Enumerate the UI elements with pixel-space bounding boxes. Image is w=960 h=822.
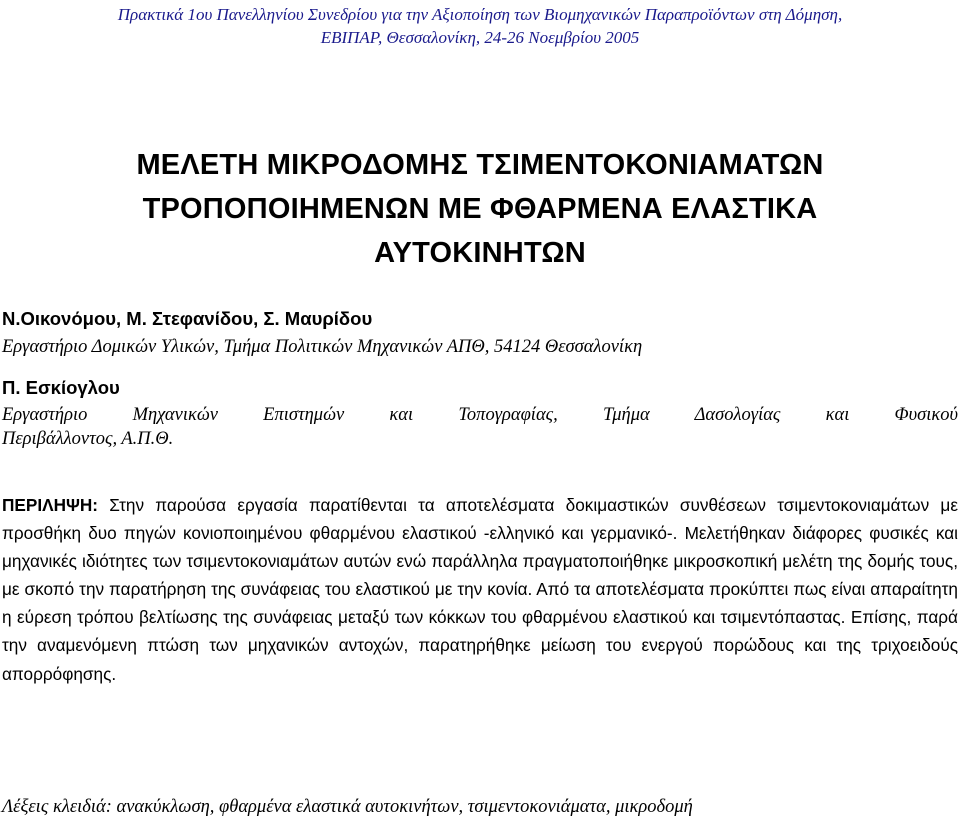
paper-title-line3: ΑΥΤΟΚΙΝΗΤΩΝ bbox=[374, 237, 586, 269]
abstract bbox=[2, 491, 958, 688]
paper-title-line2: ΤΡΟΠΟΠΟΙΗΜΕΝΩΝ ΜΕ ΦΘΑΡΜΕΝΑ ΕΛΑΣΤΙΚΑ bbox=[142, 193, 818, 225]
abstract-text: Στην παρούσα εργασία παρατίθενται τα αποτελέσματα δοκιμαστικών συνθέσεων τσιμεντοκονιαμάτων με προσθήκη δυο πηγών κονιοποιημένου φθαρμένου ελαστικού -ελληνικό και γερμανικό-. Μελετήθηκαν διάφορες φυσικές και μηχανικές ιδιότητες των τσιμεντοκονιαμάτων αυτών ενώ παράλληλα πραγματοποιήθηκε μικροσκοπική μελέτη της δομής τους, με σκοπό την παρατήρηση της συνάφειας του ελαστικού με την κονία. Από τα αποτελέσματα προκύπτει πως είναι απαραίτητη η εύρεση τρόπου βελτίωσης της συνάφειας μεταξύ των κόκκων του φθαρμένου ελαστικού και τσιμεντόπαστας. Επίσης, παρά την αναμενόμενη πτώση των μηχανικών αντοχών, παρατηρήθηκε μείωση του ενεργού πορώδους και της τριχοειδούς απορρόφησης. bbox=[2, 495, 958, 684]
author-affiliation: Εργαστήριο Μηχανικών Επιστημών και Τοπογραφίας, Τμήμα Δασολογίας και Φυσικού bbox=[2, 405, 958, 425]
conference-header-line1: Πρακτικά 1ου Πανελληνίου Συνεδρίου για την Αξιοποίηση των Βιομηχανικών Παραπροϊόντων στη Δόμηση, bbox=[117, 5, 843, 24]
conference-header bbox=[0, 3, 960, 49]
author-group-2 bbox=[2, 376, 958, 451]
author-names: Ν.Οικονόμου, Μ. Στεφανίδου, Σ. Μαυρίδου bbox=[2, 308, 373, 329]
author-names: Π. Εσκίογλου bbox=[2, 377, 120, 398]
paper-title bbox=[0, 143, 960, 275]
abstract-label: ΠΕΡΙΛΗΨΗ: bbox=[2, 495, 99, 515]
author-affiliation: Εργαστήριο Δομικών Υλικών, Τμήμα Πολιτικών Μηχανικών ΑΠΘ, 54124 Θεσσαλονίκη bbox=[2, 337, 643, 357]
author-affiliation: Περιβάλλοντος, Α.Π.Θ. bbox=[2, 429, 174, 449]
keywords: Λέξεις κλειδιά: ανακύκλωση, φθαρμένα ελαστικά αυτοκινήτων, τσιμεντοκονιάματα, μικροδομή bbox=[2, 797, 693, 817]
author-group-1 bbox=[2, 307, 958, 359]
conference-header-line2: ΕΒΙΠΑΡ, Θεσσαλονίκη, 24-26 Νοεμβρίου 2005 bbox=[320, 28, 640, 47]
paper-title-line1: ΜΕΛΕΤΗ ΜΙΚΡΟΔΟΜΗΣ ΤΣΙΜΕΝΤΟΚΟΝΙΑΜΑΤΩΝ bbox=[136, 149, 824, 181]
